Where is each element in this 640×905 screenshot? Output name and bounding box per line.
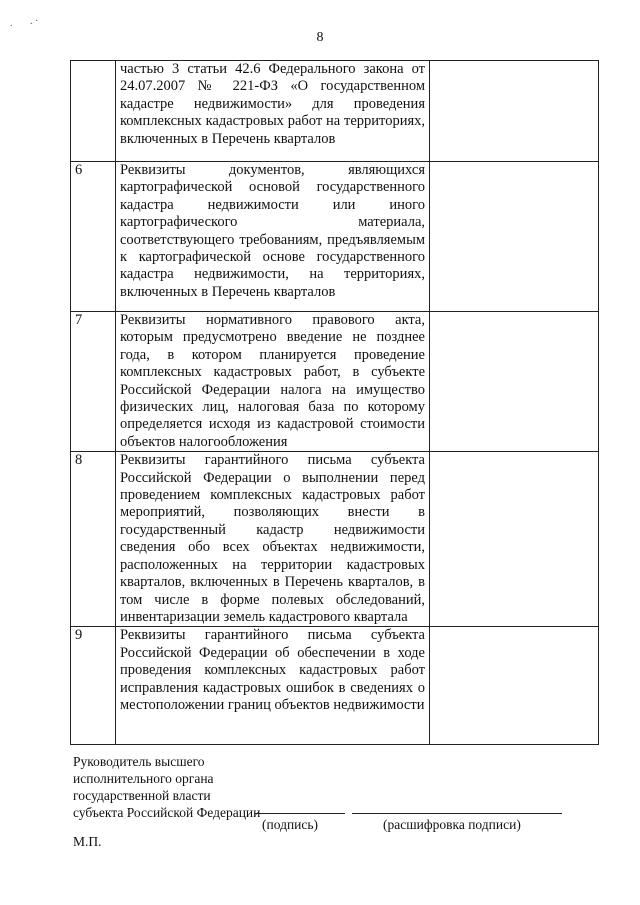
- signature-decode-caption: (расшифровка подписи): [383, 817, 521, 832]
- table-row: [71, 162, 599, 312]
- table-row: [71, 312, 599, 452]
- row-number: 7: [71, 312, 116, 452]
- page-number: 8: [316, 30, 324, 45]
- row-description: Реквизиты гарантийного письма субъекта Российской Федерации о выполнении перед проведением комплексных кадастровых работ мероприятий, позволяющих внести в государственный кадастр недвижимости сведения обо всех объектах недвижимости, расположенных на территории кадастровых кварталов, включенных в Перечень кварталов, в том числе в форме полевых обследований, инвентаризации земель кадастрового квартала: [120, 452, 425, 625]
- row-value-cell: [430, 452, 599, 627]
- row-description: Реквизиты гарантийного письма субъекта Российской Федерации об обеспечении в ходе проведения комплексных кадастровых работ исправления кадастровых ошибок в сведениях о местоположении границ объектов недвижимости: [120, 627, 425, 713]
- row-number: 9: [71, 627, 116, 745]
- row-description: Реквизиты документов, являющихся картографической основой государственного кадастра недвижимости или иного картографического материала, соответствующего требованиям, предъявляемым к картографической основе государственного кадастра недвижимости, на территориях, включенных в Перечень кварталов: [120, 162, 425, 300]
- row-description: частью 3 статьи 42.6 Федерального закона от 24.07.2007 № 221-ФЗ «О государственном кадастре недвижимости» для проведения комплексных кадастровых работ на территориях, включенных в Перечень кварталов: [120, 61, 425, 147]
- table-row: [71, 452, 599, 627]
- row-value-cell: [430, 61, 599, 162]
- requisites-table: [70, 60, 599, 745]
- scan-speck: .: [10, 18, 13, 29]
- row-value-cell: [430, 162, 599, 312]
- row-value-cell: [430, 312, 599, 452]
- row-value-cell: [430, 627, 599, 745]
- signature-caption: (подпись): [262, 817, 319, 832]
- row-number: [71, 61, 116, 162]
- stamp-place: М.П.: [73, 834, 102, 849]
- row-number: 8: [71, 452, 116, 627]
- signer-title-line2: исполнительного органа: [73, 771, 214, 786]
- table-row: [71, 627, 599, 745]
- signer-title-line3: государственной власти: [73, 788, 211, 803]
- signature-line: [255, 813, 345, 814]
- row-number: 6: [71, 162, 116, 312]
- table-row: [71, 61, 599, 162]
- signer-title-line4: субъекта Российской Федерации: [73, 805, 261, 820]
- row-description: Реквизиты нормативного правового акта, которым предусмотрено введение не позднее года, в котором планируется проведение комплексных кадастровых работ, в субъекте Российской Федерации налога на имущество физических лиц, налоговая база по которому определяется исходя из кадастровой стоимости объектов налогообложения: [120, 312, 425, 450]
- signature-decode-line: [352, 813, 562, 814]
- signer-title-line1: Руководитель высшего: [73, 754, 205, 769]
- scan-speck: . ·: [30, 16, 39, 27]
